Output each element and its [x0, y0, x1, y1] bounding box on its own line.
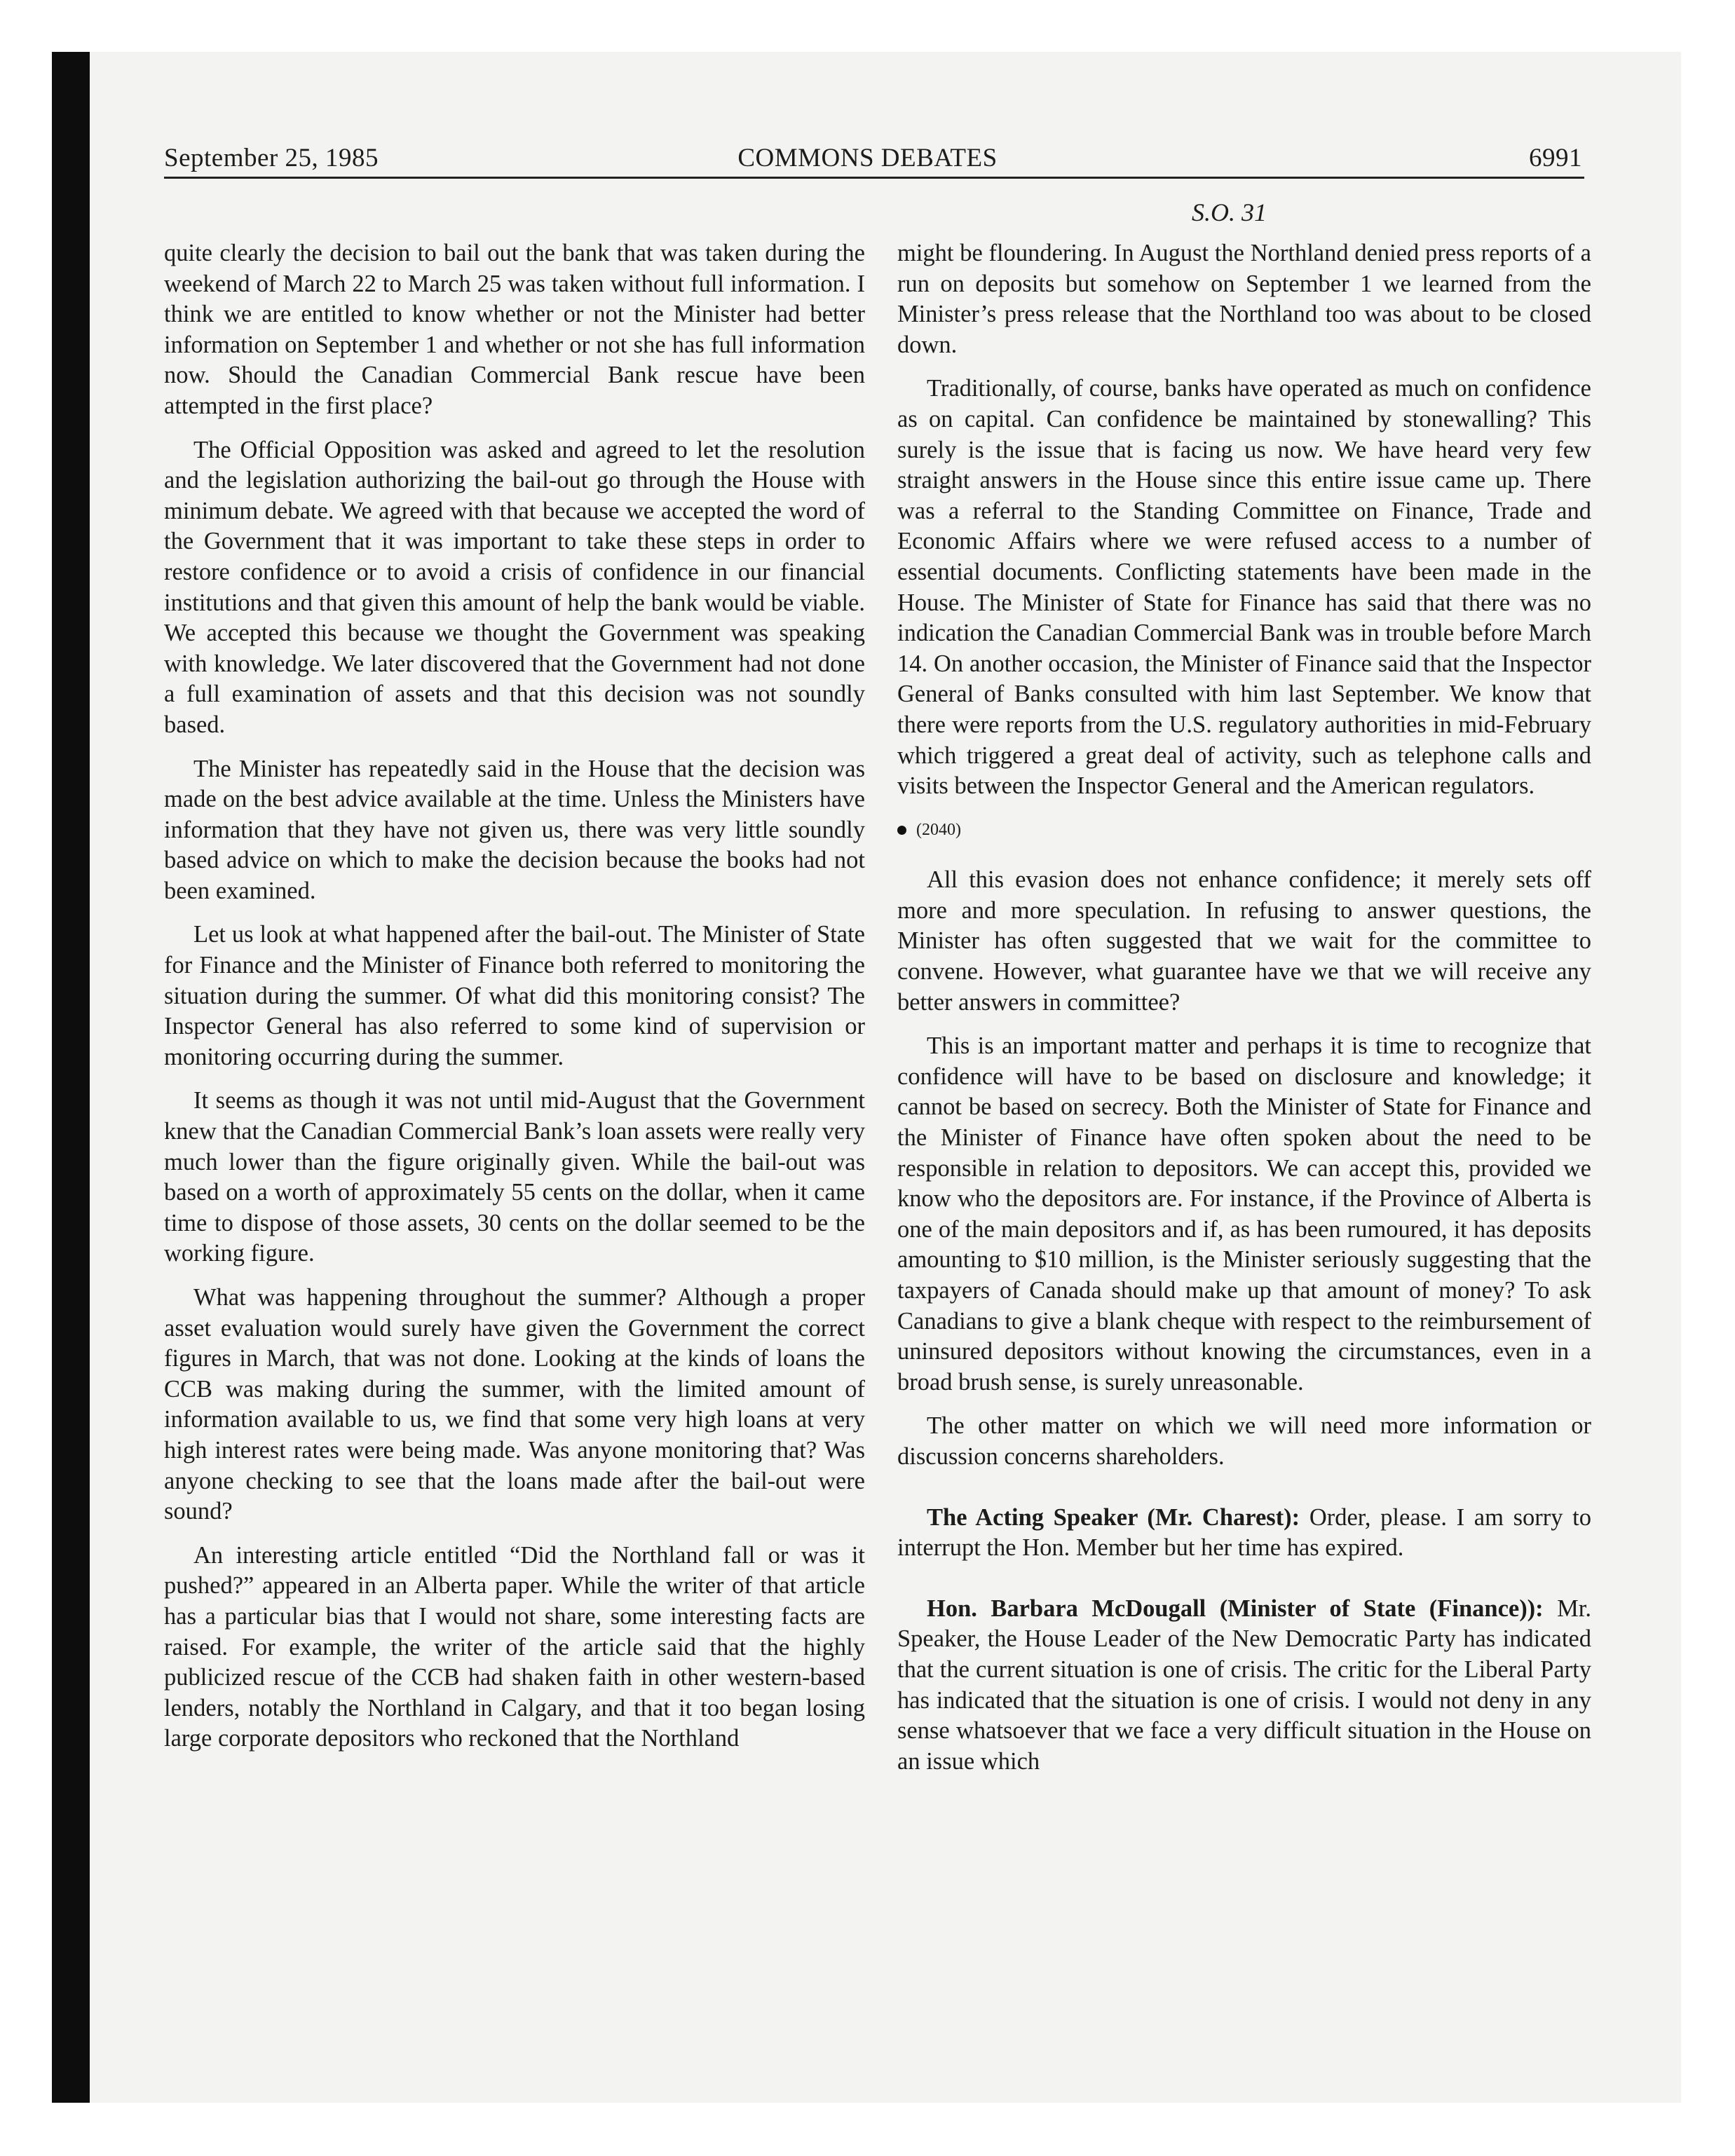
paragraph: might be floundering. In August the Northland denied press reports of a run on deposits but somehow on September 1 we learned from the Minister’s press release that the Northland too was about to be closed down.	[897, 240, 1591, 358]
left-column	[164, 238, 865, 1768]
paragraph: This is an important matter and perhaps it is time to recognize that confidence will have to be based on disclosure and knowledge; it cannot be based on secrecy. Both the Minister of State for Finance and the Minister of Finance have often spoken about the need to be responsible in relation to depositors. We can accept this, provided we know who the depositors are. For instance, if the Province of Alberta is one of the main depositors and if, as has been rumoured, it has deposits amounting to $10 million, is the Minister seriously suggesting that the taxpayers of Canada should make up that amount of money? To ask Canadians to give a blank cheque with respect to the reimbursement of uninsured depositors without knowing the circumstances, even in a broad brush sense, is surely unreasonable.	[897, 1032, 1591, 1396]
paragraph: Let us look at what happened after the bail-out. The Minister of State for Finance and the Minister of Finance both referred to monitoring the situation during the summer. Of what did this monitoring consist? The Inspector General has also referred to some kind of supervision or monitoring occurring during the summer.	[164, 921, 865, 1070]
paragraph: The Minister has repeatedly said in the House that the decision was made on the best advice available at the time. Unless the Ministers have information that they have not given us, there was very little soundly based advice on which to make the decision because the books had not been examined.	[164, 755, 865, 904]
paragraph: The Official Opposition was asked and agreed to let the resolution and the legislation authorizing the bail-out go through the House with minimum debate. We agreed with that because we accepted the word of the Government that it was important to take these steps in order to restore confidence or to avoid a crisis of confidence in our financial institutions and that given this amount of help the bank would be viable. We accepted this because we thought the Government was speaking with knowledge. We later discovered that the Government had not done a full examination of assets and that this decision was not soundly based.	[164, 436, 865, 738]
paragraph: quite clearly the decision to bail out the bank that was taken during the weekend of March 22 to March 25 was taken without full information. I think we are entitled to know whether or not the Minister had better information on September 1 and whether or not she has full information now. Should the Canadian Commercial Bank rescue have been attempted in the first place?	[164, 240, 865, 419]
speaker-text: Mr. Speaker, the House Leader of the New Democratic Party has indicated that the current situation is one of crisis. The critic for the Liberal Party has indicated that the situation is one of crisis. I would not deny in any sense whatsoever that we face a very difficult situation in the House on an issue which	[897, 1595, 1592, 1775]
right-column	[897, 238, 1591, 1790]
header-page-number: 6991	[1529, 144, 1582, 172]
speaker-paragraph	[897, 1503, 1591, 1564]
paragraph: The other matter on which we will need more information or discussion concerns shareholders.	[897, 1412, 1591, 1470]
binding-edge	[52, 52, 90, 2103]
speaker-text: Order, please. I am sorry to interrupt the Hon. Member but her time has expired.	[897, 1503, 1592, 1562]
paragraph: What was happening throughout the summer? Although a proper asset evaluation would surely have given the Government the correct figures in March, that was not done. Looking at the kinds of loans the CCB was making during the summer, with the limited amount of information available to us, we find that some very high loans at very high interest rates were being made. Was anyone monitoring that? Was anyone checking to see that the loans made after the bail-out were sound?	[164, 1284, 865, 1525]
time-marker-text: (2040)	[916, 820, 961, 839]
header-rule	[164, 177, 1584, 179]
bullet-icon	[897, 826, 906, 835]
paragraph: An interesting article entitled “Did the Northland fall or was it pushed?” appeared in an Alberta paper. While the writer of that article has a particular bias that I would not share, some interesting facts are raised. For example, the writer of the article said that the highly publicized rescue of the CCB had shaken faith in other western-based lenders, notably the Northland in Calgary, and that it too began losing large corporate depositors who reckoned that the Northland	[164, 1541, 865, 1752]
header-title: COMMONS DEBATES	[737, 144, 998, 172]
speaker-name: The Acting Speaker (Mr. Charest):	[927, 1503, 1300, 1531]
time-marker	[897, 815, 1591, 846]
paragraph: Traditionally, of course, banks have operated as much on confidence as on capital. Can confidence be maintained by stonewalling? This surely is the issue that is facing us now. We have heard very few straight answers in the House since this entire issue came up. There was a referral to the Standing Committee on Finance, Trade and Economic Affairs where we were refused access to a number of essential documents. Conflicting statements have been made in the House. The Minister of State for Finance has said that there was no indication the Canadian Commercial Bank was in trouble before March 14. On another occasion, the Minister of Finance said that the Inspector General of Banks consulted with him last September. We know that there were reports from the U.S. regulatory authorities in mid-February which triggered a great deal of activity, such as telephone calls and visits between the Inspector General and the American regulators.	[897, 375, 1591, 800]
speaker-name: Hon. Barbara McDougall (Minister of State (Finance)):	[927, 1595, 1544, 1622]
speaker-paragraph	[897, 1594, 1591, 1778]
paragraph: It seems as though it was not until mid-August that the Government knew that the Canadian Commercial Bank’s loan assets were really very much lower than the figure originally given. While the bail-out was based on a worth of approximately 55 cents on the dollar, when it came time to dispose of those assets, 30 cents on the dollar seemed to be the working figure.	[164, 1087, 865, 1267]
section-label: S.O. 31	[1192, 198, 1267, 226]
header-date: September 25, 1985	[164, 144, 379, 172]
paragraph: All this evasion does not enhance confidence; it merely sets off more and more speculation. In refusing to answer questions, the Minister has often suggested that we wait for the committee to convene. However, what guarantee have we that we will receive any better answers in committee?	[897, 866, 1591, 1016]
